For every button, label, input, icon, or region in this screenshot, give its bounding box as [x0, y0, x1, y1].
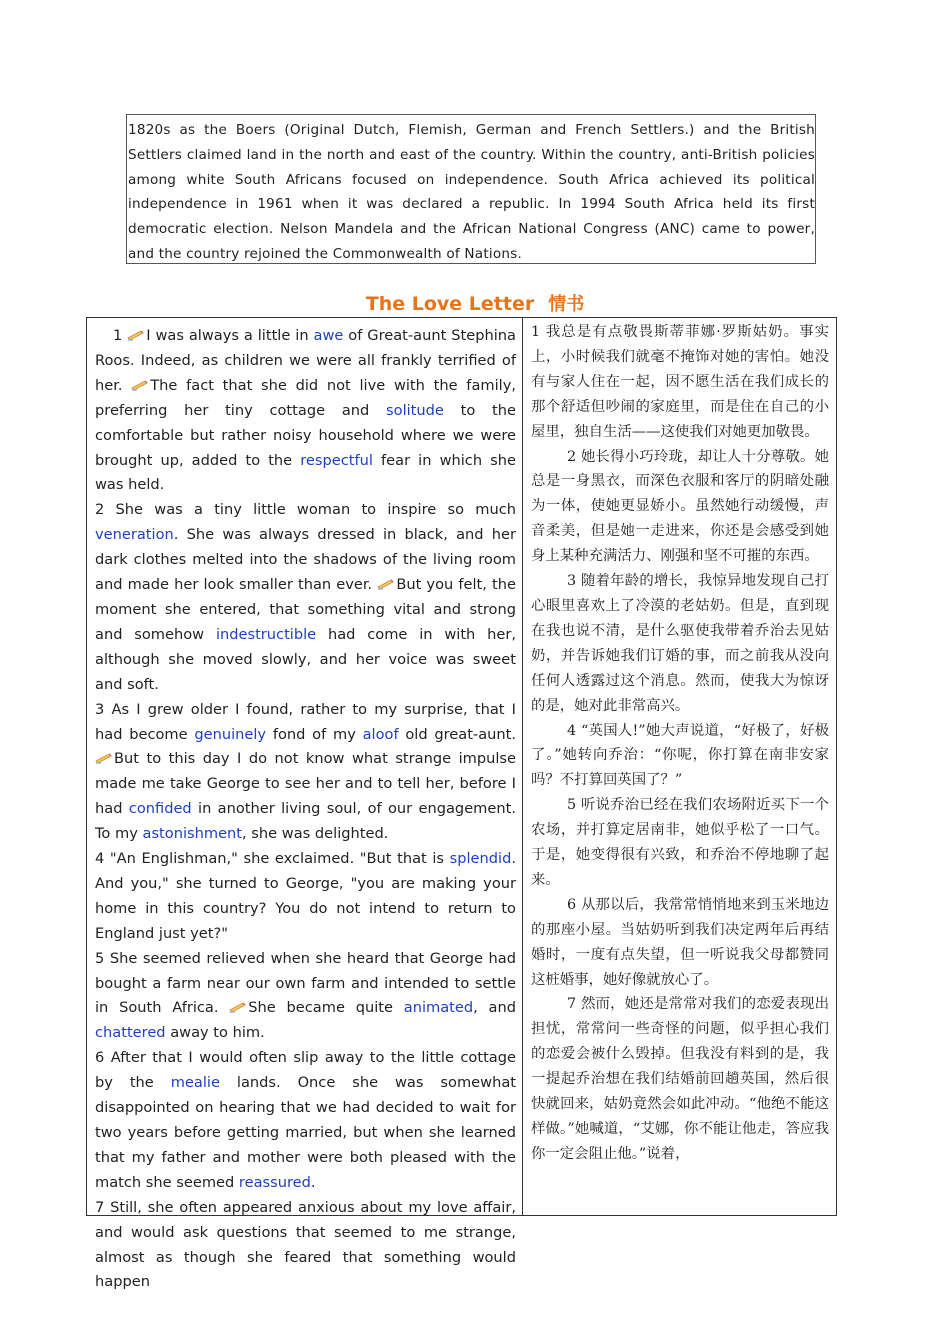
vocab-word[interactable]: veneration	[95, 526, 174, 544]
chinese-paragraph-5: 5 听说乔治已经在我们农场附近买下一个农场，并打算定居南非，她似乎松了一口气。于是，她变得很有兴致，和乔治不停地聊了起来。	[531, 797, 829, 888]
english-paragraph-2: 2 She was a tiny little woman to inspire so much veneration. She was always dressed in black, and her dark clothes melted into the shadows of the living room and made her look smaller than ever. But you felt, the moment she entered, that something vital and strong and somehow indestructible had come in with her, although she moved slowly, and her voice was sweet and soft.	[95, 501, 516, 693]
english-paragraph-3: 3 As I grew older I found, rather to my surprise, that I had become genuinely fond of my aloof old great-aunt. But to this day I do not know what strange impulse made me take George to see her and to tell her, before I had confided in another living soul, of our engagement. To my astonishment, she was delighted.	[95, 700, 517, 843]
vocab-word[interactable]: respectful	[300, 451, 373, 469]
chinese-paragraph-7: 7 然而，她还是常常对我们的恋爱表现出担忧，常常问一些奇怪的问题，似乎担心我们的恋爱会被什么毁掉。但我没有料到的是，我一提起乔治想在我们结婚前回趟英国，然后很快就回来，姑奶竟然会如此冲动。“他绝不能这样做。”她喊道，“艾娜，你不能让他走，答应我你一定会阻止他。”说着，	[531, 996, 829, 1162]
vocab-word[interactable]: genuinely	[194, 725, 267, 743]
vocab-word[interactable]: reassured	[238, 1173, 311, 1191]
vocab-word[interactable]: aloof	[362, 725, 399, 743]
pencil-icon	[95, 752, 113, 764]
pencil-icon	[131, 379, 149, 391]
chinese-column	[531, 320, 829, 1167]
english-paragraph-1: 1 I was always a little in awe of Great-aunt Stephina Roos. Indeed, as children we were all frankly terrified of her. The fact that she did not live with the family, preferring her tiny cottage and solitude to the comfortable but rather noisy household where we were brought up, added to the respectful fear in which she was held.	[95, 327, 517, 494]
vocab-word[interactable]: confided	[128, 800, 192, 818]
chinese-paragraph-1: 1 我总是有点敬畏斯蒂菲娜·罗斯姑奶。事实上，小时候我们就毫不掩饰对她的害怕。她没有与家人住在一起，因不愿生活在我们成长的那个舒适但吵闹的家庭里，而是住在自己的小屋里，独自生活——这使我们对她更加敬畏。	[531, 324, 829, 440]
intro-text-box	[126, 114, 816, 264]
pencil-icon	[377, 578, 395, 590]
bilingual-text-table	[86, 317, 837, 1291]
vocab-word[interactable]: solitude	[386, 401, 444, 419]
vocab-word[interactable]: indestructible	[215, 625, 317, 643]
pencil-icon	[229, 1001, 247, 1013]
chinese-paragraph-2: 2 她长得小巧玲珑，却让人十分尊敬。她总是一身黑衣，而深色衣服和客厅的阴暗处融为一体，使她更显娇小。虽然她行动缓慢，声音柔美，但是她一走进来，你还是会感受到她身上某种充满活力、刚强和坚不可摧的东西。	[531, 448, 829, 565]
english-column	[95, 324, 516, 1295]
title-english: The Love Letter	[365, 293, 535, 315]
title-chinese: 情书	[548, 294, 585, 315]
pencil-icon	[127, 329, 145, 341]
page-title	[0, 290, 950, 316]
column-divider	[522, 318, 523, 1215]
chinese-paragraph-6: 6 从那以后，我常常悄悄地来到玉米地边的那座小屋。当姑奶听到我们决定两年后再结婚时，一度有点失望，但一听说我父母都赞同这桩婚事，她好像就放心了。	[531, 896, 829, 988]
vocab-word[interactable]: animated	[403, 999, 474, 1017]
english-paragraph-6: 6 After that I would often slip away to the little cottage by the mealie lands. Once she was somewhat disappointed on hearing that we had decided to wait for two years before getting married, but when she learned that my father and mother were both pleased with the match she seemed reassured.	[95, 1049, 516, 1191]
vocab-word[interactable]: mealie	[170, 1074, 220, 1092]
chinese-paragraph-4: 4 “英国人!”她大声说道，“好极了，好极了。”她转向乔治：“你呢，你打算在南非安家吗？不打算回英国了？”	[531, 722, 829, 789]
chinese-paragraph-3: 3 随着年龄的增长，我惊异地发现自己打心眼里喜欢上了冷漠的老姑奶。但是，直到现在我也说不清，是什么驱使我带着乔治去见姑奶，并告诉她我们订婚的事，而之前我从没向任何人透露过这个消息。然而，使我大为惊讶的是，她对此非常高兴。	[531, 573, 829, 714]
english-paragraph-7: 7 Still, she often appeared anxious about my love affair, and would ask questions that seemed to me strange, almost as though she feared that something would happen	[95, 1198, 516, 1291]
intro-paragraph: 1820s as the Boers (Original Dutch, Flemish, German and French Settlers.) and the British Settlers claimed land in the north and east of the country. Within the country, anti-British policies among white South Africans focused on independence. South Africa achieved its political independence in 1961 when it was declared a republic. In 1994 South Africa held its first democratic election. Nelson Mandela and the African National Congress (ANC) came to power, and the country rejoined the Commonwealth of Nations.	[128, 122, 815, 262]
english-paragraph-5: 5 She seemed relieved when she heard that George had bought a farm near our own farm and intended to settle in South Africa. She became quite animated, and chattered away to him.	[95, 949, 516, 1042]
english-paragraph-4: 4 "An Englishman," she exclaimed. "But that is splendid. And you," she turned to George, "you are making your home in this country? You do not intend to return to England just yet?"	[95, 850, 516, 942]
vocab-word[interactable]: chattered	[95, 1024, 166, 1042]
vocab-word[interactable]: splendid	[449, 850, 512, 868]
vocab-word[interactable]: awe	[313, 327, 344, 344]
vocab-word[interactable]: astonishment	[142, 825, 243, 843]
